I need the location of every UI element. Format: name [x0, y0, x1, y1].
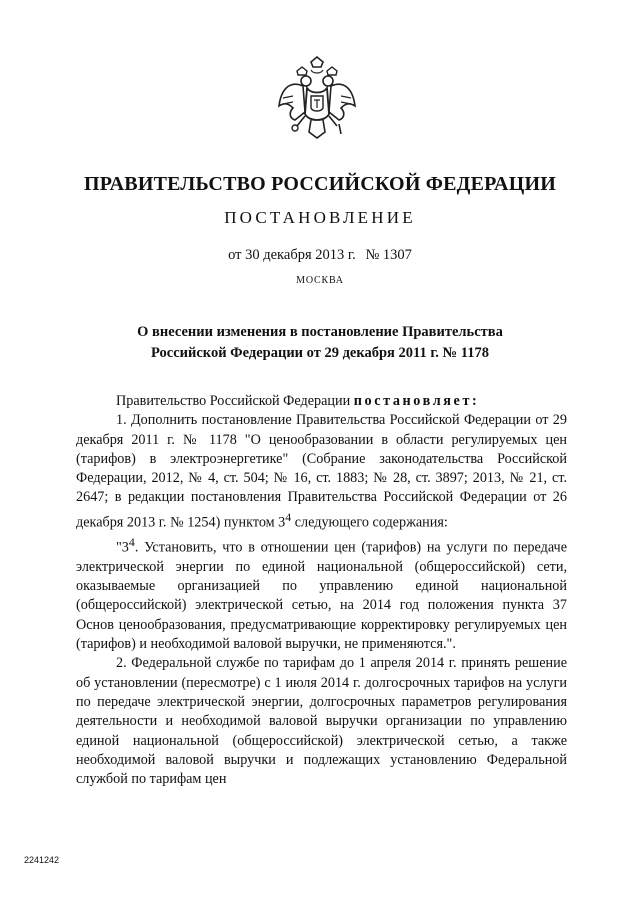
quote-superscript: 4 — [128, 534, 135, 549]
subject-line-2: Российской Федерации от 29 декабря 2011 г. № 1178 — [151, 345, 489, 361]
document-type: ПОСТАНОВЛЕНИЕ — [224, 208, 416, 227]
quote-open: "3 — [116, 539, 129, 556]
subject-line-1: О внесении изменения в постановление Правительства — [137, 324, 503, 340]
paragraph-2: 2. Федеральной службе по тарифам до 1 апреля 2014 г. принять решение об установлении (пересмотре) с 1 июля 2014 г. долгосрочных тарифов на услуги по передаче электрической энергии, долгосрочных параметров регулирования деятельности и необходимой валовой выручки организации по управлению единой национальной (общероссийской) электрической сетью, а также необходимой валовой выручки и подлежащих установлению Федеральной службой по тарифам цен — [76, 655, 567, 788]
coat-of-arms-icon — [275, 56, 359, 160]
paragraph-1-text: 1. Дополнить постановление Правительства Российской Федерации от 29 декабря 2011 г. № 1178 "О ценообразовании в области регулируемых цен (тарифов) в электроэнергетике" (Собрание законодательства Российской Федерации, 2012, № 4, ст. 504; № 16, ст. 1883; № 28, ст. 3897; 2013, № 21, ст. 2647; в редакции постановления Правительства Российской Федерации от 26 декабря 2013 г. № 1254) пунктом 3 — [76, 412, 567, 531]
paragraph-quote — [76, 533, 567, 655]
paragraph-1 — [76, 411, 567, 533]
quote-text: . Установить, что в отношении цен (тарифов) на услуги по передаче электрической энергии по единой национальной (общероссийской) сети, оказываемые организацией по управлению единой национальной (общероссийской) электрической сетью, на 2014 год положения пункта 37 Основ ценообразования, предусматривающие корректировку регулируемых цен (тарифов) и необходимой валовой выручки, не применяются.". — [76, 539, 567, 653]
intro-text: Правительство Российской Федерации — [116, 393, 351, 409]
document-date-line — [0, 247, 640, 264]
paragraph-1-superscript: 4 — [285, 509, 292, 524]
government-title: ПРАВИТЕЛЬСТВО РОССИЙСКОЙ ФЕДЕРАЦИИ — [84, 173, 556, 195]
document-date: от 30 декабря 2013 г. — [228, 247, 356, 263]
footer-code: 2241242 — [24, 855, 60, 865]
document-body — [76, 392, 567, 789]
document-subject — [0, 322, 640, 364]
document-number: № 1307 — [365, 247, 412, 263]
intro-verb: постановляет: — [353, 393, 480, 409]
intro-paragraph — [76, 392, 567, 411]
document-city: МОСКВА — [296, 275, 344, 286]
paragraph-1-tail: следующего содержания: — [291, 514, 448, 531]
